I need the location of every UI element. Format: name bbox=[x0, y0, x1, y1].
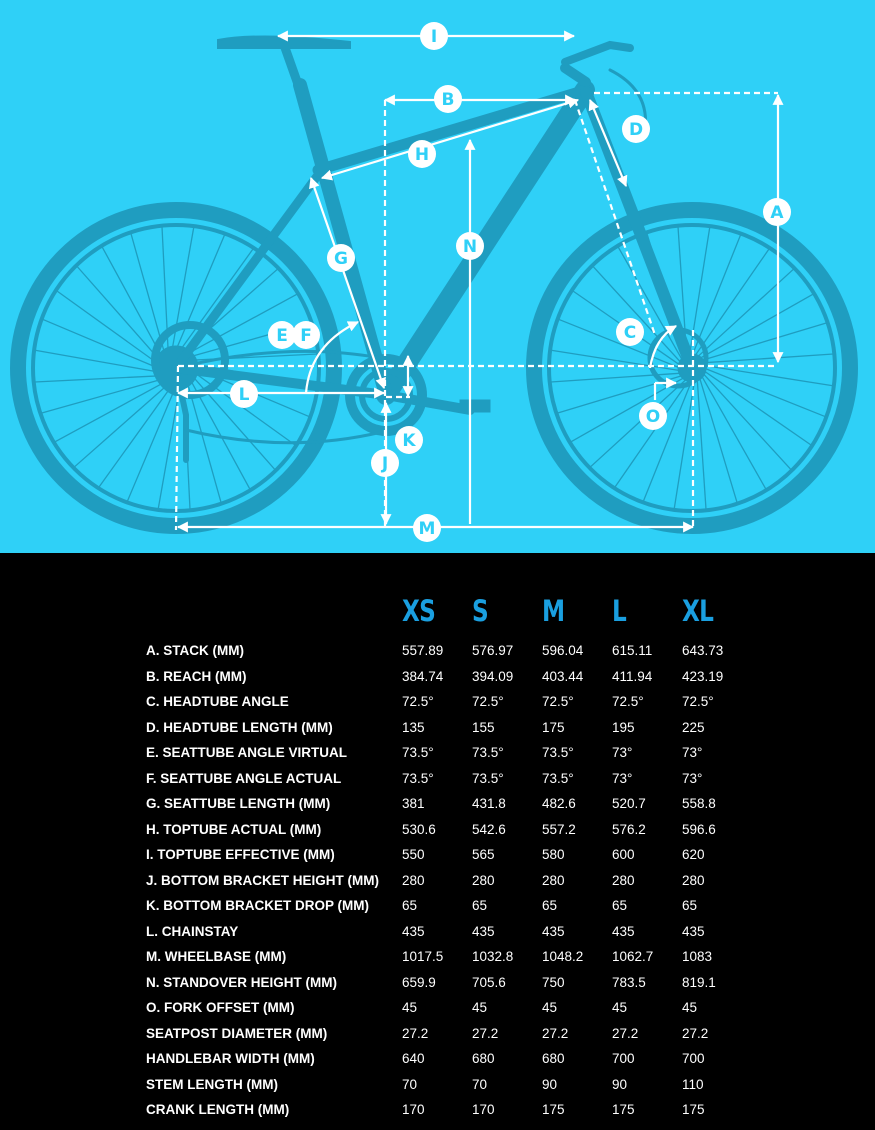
measurement-value: 27.2 bbox=[472, 1025, 499, 1041]
measurement-value: 435 bbox=[472, 923, 495, 939]
svg-text:M: M bbox=[418, 519, 436, 539]
label-d-marker bbox=[622, 115, 650, 143]
svg-text:K: K bbox=[402, 431, 416, 451]
measurement-name: SEATPOST DIAMETER (MM) bbox=[146, 1025, 328, 1041]
table-row bbox=[0, 847, 875, 872]
measurement-value: 1048.2 bbox=[542, 949, 584, 964]
measurement-value: 72.5° bbox=[402, 694, 434, 709]
measurement-value: 750 bbox=[542, 974, 565, 990]
svg-text:F: F bbox=[300, 326, 312, 346]
size-header-m: M bbox=[542, 594, 565, 628]
measurement-value: 280 bbox=[682, 872, 705, 888]
measurement-value: 65 bbox=[612, 898, 628, 913]
table-row bbox=[0, 1102, 875, 1127]
measurement-value: 135 bbox=[402, 719, 425, 735]
measurement-value: 195 bbox=[612, 719, 635, 735]
label-c-marker bbox=[616, 318, 644, 346]
label-l-marker bbox=[230, 380, 258, 408]
measurement-value: 542.6 bbox=[472, 821, 506, 837]
measurement-value: 90 bbox=[542, 1076, 558, 1092]
label-n-marker bbox=[456, 232, 484, 260]
geometry-measurement-lines bbox=[176, 36, 778, 530]
measurement-value: 565 bbox=[472, 847, 495, 862]
table-row bbox=[0, 898, 875, 923]
label-j-marker bbox=[371, 449, 399, 477]
measurement-value: 403.44 bbox=[542, 668, 584, 684]
table-row bbox=[0, 949, 875, 974]
measurement-value: 65 bbox=[542, 898, 558, 913]
measurement-value: 680 bbox=[472, 1051, 495, 1066]
svg-text:A: A bbox=[770, 203, 784, 223]
measurement-value: 280 bbox=[542, 872, 565, 888]
size-header-xs: XS bbox=[402, 594, 435, 628]
measurement-name: K. BOTTOM BRACKET DROP (MM) bbox=[146, 898, 369, 913]
measurement-value: 530.6 bbox=[402, 821, 436, 837]
measurement-value: 381 bbox=[402, 796, 425, 811]
measurement-value: 27.2 bbox=[612, 1025, 639, 1041]
measurement-value: 170 bbox=[402, 1102, 425, 1117]
label-m-marker bbox=[413, 514, 441, 542]
measurement-value: 72.5° bbox=[612, 694, 644, 709]
wheel-spoke bbox=[127, 386, 176, 501]
measurement-value: 435 bbox=[542, 923, 565, 939]
measurement-value: 72.5° bbox=[472, 694, 504, 709]
measurement-value: 435 bbox=[612, 923, 635, 939]
measurement-value: 411.94 bbox=[612, 668, 653, 684]
table-row bbox=[0, 1000, 875, 1025]
measurement-value: 155 bbox=[472, 719, 495, 735]
wheel-spoke bbox=[77, 266, 160, 360]
measurement-value: 70 bbox=[402, 1076, 418, 1092]
measurement-name: N. STANDOVER HEIGHT (MM) bbox=[146, 974, 337, 990]
bike-geometry-diagram bbox=[0, 0, 875, 553]
measurement-value: 175 bbox=[612, 1102, 635, 1117]
svg-text:I: I bbox=[430, 27, 438, 47]
measurement-value: 65 bbox=[682, 898, 698, 913]
measurement-value: 615.11 bbox=[612, 643, 653, 658]
measurement-value: 45 bbox=[472, 1000, 488, 1015]
measurement-value: 45 bbox=[612, 1000, 628, 1015]
measurement-value: 558.8 bbox=[682, 796, 716, 811]
size-header-l: L bbox=[612, 594, 626, 628]
measurement-value: 72.5° bbox=[542, 694, 574, 709]
measurement-value: 73.5° bbox=[472, 770, 504, 786]
table-row bbox=[0, 669, 875, 694]
wheel-spoke bbox=[35, 376, 160, 382]
wheel-spoke bbox=[697, 379, 706, 509]
measurement-name: M. WHEELBASE (MM) bbox=[146, 949, 287, 964]
table-row bbox=[0, 924, 875, 949]
table-row bbox=[0, 1026, 875, 1051]
wheel-spoke bbox=[701, 323, 826, 361]
measurement-value: 576.2 bbox=[612, 821, 646, 837]
measurement-value: 557.2 bbox=[542, 821, 576, 837]
measurement-name: B. REACH (MM) bbox=[146, 668, 247, 684]
measurement-value: 435 bbox=[682, 923, 705, 939]
measurement-value: 620 bbox=[682, 847, 705, 862]
measurement-value: 27.2 bbox=[542, 1025, 569, 1041]
measurement-value: 280 bbox=[402, 872, 425, 888]
measurement-value: 175 bbox=[542, 1102, 565, 1117]
measurement-value: 225 bbox=[682, 719, 705, 735]
size-header-xl: XL bbox=[682, 594, 714, 628]
measurement-name: CRANK LENGTH (MM) bbox=[146, 1102, 290, 1117]
wheel-spoke bbox=[699, 377, 737, 502]
measurement-value: 1083 bbox=[682, 949, 713, 964]
measurement-value: 110 bbox=[682, 1076, 704, 1092]
label-b-marker bbox=[434, 85, 462, 113]
measurement-name: E. SEATTUBE ANGLE VIRTUAL bbox=[146, 745, 348, 760]
measurement-value: 175 bbox=[682, 1102, 705, 1117]
svg-text:L: L bbox=[238, 385, 250, 405]
measurement-name: I. TOPTUBE EFFECTIVE (MM) bbox=[146, 847, 335, 862]
measurement-value: 73.5° bbox=[402, 745, 434, 760]
measurement-value: 520.7 bbox=[612, 796, 646, 811]
measurement-value: 394.09 bbox=[472, 668, 514, 684]
measurement-value: 705.6 bbox=[472, 974, 506, 990]
measurement-value: 65 bbox=[472, 898, 488, 913]
measurement-value: 73° bbox=[612, 770, 633, 786]
table-row bbox=[0, 1077, 875, 1102]
svg-text:H: H bbox=[414, 145, 430, 165]
measurement-value: 45 bbox=[542, 1000, 558, 1015]
measurement-value: 423.19 bbox=[682, 668, 724, 684]
svg-text:C: C bbox=[623, 323, 637, 343]
measurement-value: 72.5° bbox=[682, 694, 714, 709]
measurement-value: 819.1 bbox=[682, 974, 716, 990]
measurement-value: 580 bbox=[542, 847, 565, 862]
wheel-spoke bbox=[43, 319, 158, 368]
measurement-value: 1032.8 bbox=[472, 949, 514, 964]
measurement-value: 557.89 bbox=[402, 643, 444, 658]
measurement-value: 431.8 bbox=[472, 796, 506, 811]
svg-text:D: D bbox=[628, 120, 644, 140]
table-row bbox=[0, 796, 875, 821]
measurement-value: 600 bbox=[612, 847, 635, 862]
measurement-value: 659.9 bbox=[402, 974, 436, 990]
label-g-marker bbox=[327, 244, 355, 272]
table-row bbox=[0, 1051, 875, 1076]
measurement-name: HANDLEBAR WIDTH (MM) bbox=[146, 1051, 315, 1066]
measurement-value: 384.74 bbox=[402, 668, 444, 684]
label-k-marker bbox=[395, 426, 423, 454]
wheel-spoke bbox=[187, 382, 221, 503]
svg-text:N: N bbox=[462, 237, 478, 257]
measurement-value: 73.5° bbox=[542, 770, 574, 786]
measurement-name: STEM LENGTH (MM) bbox=[146, 1076, 278, 1092]
measurement-value: 90 bbox=[612, 1076, 628, 1092]
measurement-value: 65 bbox=[402, 898, 418, 913]
label-f-marker bbox=[292, 321, 320, 349]
label-i-marker bbox=[420, 22, 448, 50]
measurement-value: 576.97 bbox=[472, 643, 514, 658]
measurement-value: 170 bbox=[472, 1102, 495, 1117]
measurement-value: 73° bbox=[682, 745, 703, 760]
measurement-value: 73° bbox=[682, 770, 703, 786]
measurement-name: G. SEATTUBE LENGTH (MM) bbox=[146, 796, 331, 811]
measurement-name: J. BOTTOM BRACKET HEIGHT (MM) bbox=[146, 872, 379, 888]
svg-text:O: O bbox=[645, 407, 661, 427]
measurement-value: 640 bbox=[402, 1051, 425, 1066]
measurement-value: 596.6 bbox=[682, 821, 716, 837]
label-o-marker bbox=[639, 402, 667, 430]
measurement-value: 27.2 bbox=[682, 1025, 709, 1041]
table-row bbox=[0, 694, 875, 719]
measurement-value: 27.2 bbox=[402, 1025, 429, 1041]
measurement-value: 45 bbox=[682, 1000, 698, 1015]
bike-illustration bbox=[0, 0, 875, 553]
measurement-value: 280 bbox=[612, 872, 635, 888]
svg-text:J: J bbox=[381, 454, 389, 474]
label-e-marker bbox=[268, 321, 296, 349]
size-header-s: S bbox=[472, 594, 488, 628]
wheel-spoke bbox=[41, 379, 162, 413]
measurement-value: 1062.7 bbox=[612, 949, 654, 964]
measurement-name: C. HEADTUBE ANGLE bbox=[146, 694, 289, 709]
wheel-spoke bbox=[102, 247, 162, 357]
measurement-value: 1017.5 bbox=[402, 949, 444, 964]
measurement-value: 643.73 bbox=[682, 643, 724, 658]
table-row bbox=[0, 822, 875, 847]
measurement-value: 783.5 bbox=[612, 974, 646, 990]
wheel-spoke bbox=[703, 354, 833, 363]
measurement-value: 73° bbox=[612, 745, 633, 760]
measurement-value: 280 bbox=[472, 872, 495, 888]
measurement-value: 73.5° bbox=[472, 745, 504, 760]
table-row bbox=[0, 873, 875, 898]
measurement-value: 73.5° bbox=[402, 770, 434, 786]
measurement-value: 700 bbox=[612, 1051, 635, 1066]
table-row bbox=[0, 975, 875, 1000]
table-row bbox=[0, 745, 875, 770]
measurement-name: D. HEADTUBE LENGTH (MM) bbox=[146, 719, 333, 735]
measurement-value: 73.5° bbox=[542, 745, 574, 760]
table-row bbox=[0, 771, 875, 796]
measurement-value: 482.6 bbox=[542, 796, 576, 811]
wheel-spoke bbox=[74, 384, 168, 467]
wheel-spoke bbox=[35, 350, 158, 372]
measurement-name: O. FORK OFFSET (MM) bbox=[146, 1000, 295, 1015]
measurement-name: L. CHAINSTAY bbox=[146, 923, 239, 939]
table-row bbox=[0, 720, 875, 745]
svg-text:B: B bbox=[441, 90, 455, 110]
table-row bbox=[0, 643, 875, 668]
svg-text:E: E bbox=[276, 326, 288, 346]
svg-text:G: G bbox=[334, 249, 348, 269]
measurement-name: A. STACK (MM) bbox=[146, 643, 244, 658]
label-a-marker bbox=[763, 198, 791, 226]
label-h-marker bbox=[408, 140, 436, 168]
measurement-value: 550 bbox=[402, 847, 425, 862]
measurement-value: 175 bbox=[542, 719, 565, 735]
measurement-value: 70 bbox=[472, 1076, 488, 1092]
measurement-value: 596.04 bbox=[542, 643, 584, 658]
measurement-name: F. SEATTUBE ANGLE ACTUAL bbox=[146, 770, 342, 786]
measurement-name: H. TOPTUBE ACTUAL (MM) bbox=[146, 821, 322, 837]
wheel-spoke bbox=[55, 382, 165, 442]
measurement-value: 700 bbox=[682, 1051, 705, 1066]
measurement-value: 680 bbox=[542, 1051, 565, 1066]
measurement-value: 45 bbox=[402, 1000, 418, 1015]
measurement-value: 435 bbox=[402, 923, 425, 939]
